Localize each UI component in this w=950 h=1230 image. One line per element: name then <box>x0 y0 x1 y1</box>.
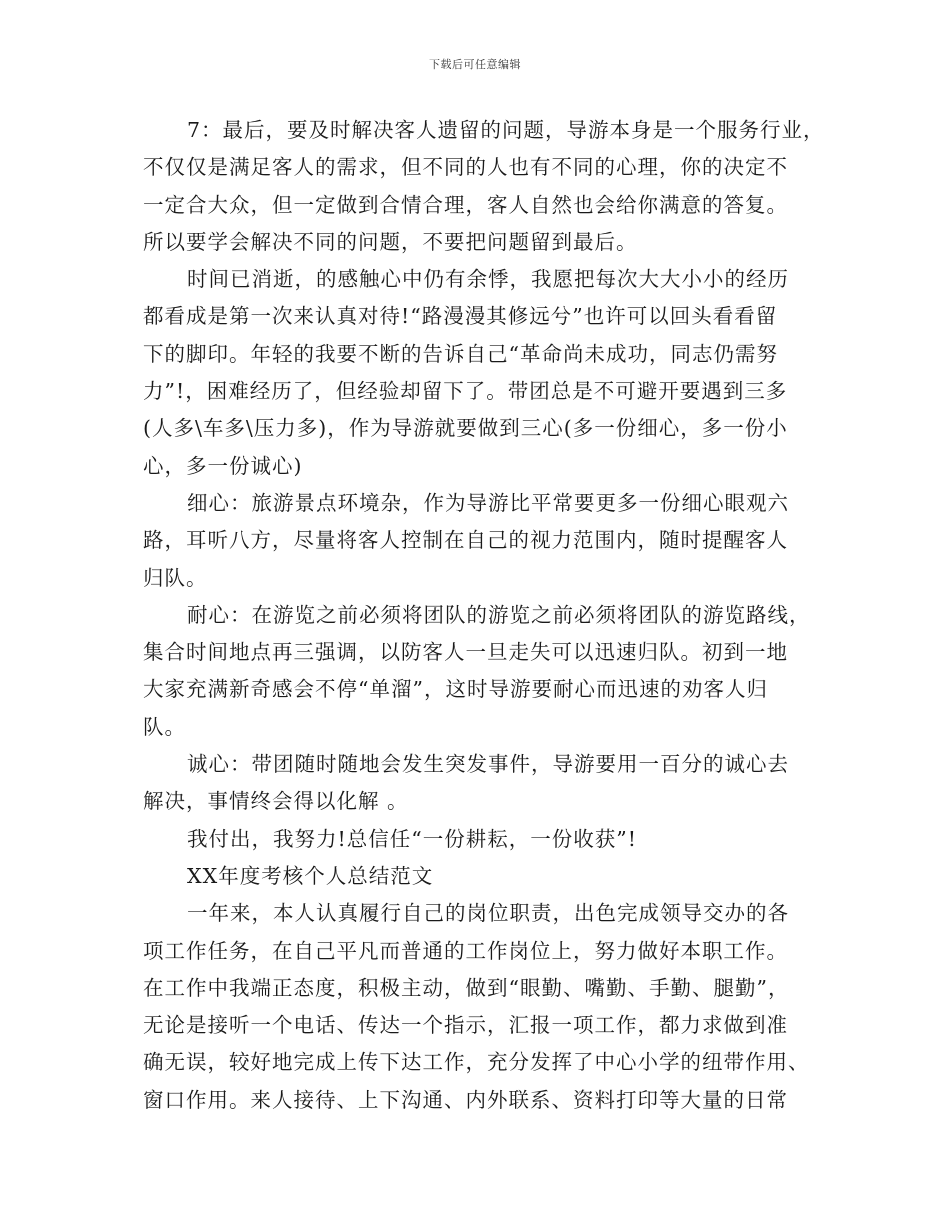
text-line: XX年度考核个人总结范文 <box>187 863 434 888</box>
text-line: 耐心：在游览之前必须将团队的游览之前必须将团队的游览路线， <box>187 602 811 627</box>
text-line: 一年来，本人认真履行自己的岗位职责，出色完成领导交办的各 <box>187 901 789 926</box>
text-line: 无论是接听一个电话、传达一个指示，汇报一项工作，都力求做到准 <box>143 1013 788 1038</box>
text-line: 都看成是第一次来认真对待!“路漫漫其修远兮”也许可以回头看看留 <box>143 304 778 329</box>
text-line: 归队。 <box>143 565 208 590</box>
text-line: 7：最后，要及时解决客人遗留的问题，导游本身是一个服务行业， <box>187 118 825 142</box>
text-line: 时间已消逝，的感触心中仍有余悸，我愿把每次大大小小的经历 <box>187 267 789 292</box>
text-line: 细心：旅游景点环境杂，作为导游比平常要更多一份细心眼观六 <box>187 490 789 515</box>
document-body <box>143 112 825 1119</box>
text-line: 项工作任务，在自己平凡而普通的工作岗位上，努力做好本职工作。 <box>143 938 788 963</box>
text-line: 路，耳听八方，尽量将客人控制在自己的视力范围内，随时提醒客人 <box>143 528 788 553</box>
text-line: 队。 <box>143 714 186 739</box>
text-line: 集合时间地点再三强调，以防客人一旦走失可以迅速归队。初到一地 <box>143 640 788 665</box>
text-line: 我付出，我努力!总信任“一份耕耘，一份收获”! <box>187 826 637 851</box>
text-line: 下的脚印。年轻的我要不断的告诉自己“革命尚未成功，同志仍需努 <box>143 341 778 366</box>
text-line: 所以要学会解决不同的问题，不要把问题留到最后。 <box>143 229 638 254</box>
text-line: 确无误，较好地完成上传下达工作，充分发挥了中心小学的纽带作用、 <box>143 1050 810 1075</box>
text-line: 在工作中我端正态度，积极主动，做到“眼勤、嘴勤、手勤、腿勤”， <box>143 975 790 1000</box>
text-line: 大家充满新奇感会不停“单溜”，这时导游要耐心而迅速的劝客人归 <box>143 677 768 702</box>
text-line: 一定合大众，但一定做到合情合理，客人自然也会给你满意的答复。 <box>143 192 788 217</box>
text-line: 窗口作用。来人接待、上下沟通、内外联系、资料打印等大量的日常 <box>143 1087 788 1112</box>
text-line: 不仅仅是满足客人的需求，但不同的人也有不同的心理，你的决定不 <box>143 155 788 180</box>
text-line: (人多\车多\压力多)，作为导游就要做到三心(多一份细心，多一份小 <box>143 416 788 441</box>
text-line: 力”!，困难经历了，但经验却留下了。带团总是不可避开要遇到三多 <box>143 379 788 404</box>
page-header: 下载后可任意编辑 <box>429 58 521 71</box>
text-line: 心，多一份诚心) <box>143 453 303 478</box>
text-line: 解决，事情终会得以化解 。 <box>143 789 409 814</box>
text-line: 诚心：带团随时随地会发生突发事件，导游要用一百分的诚心去 <box>187 752 789 777</box>
